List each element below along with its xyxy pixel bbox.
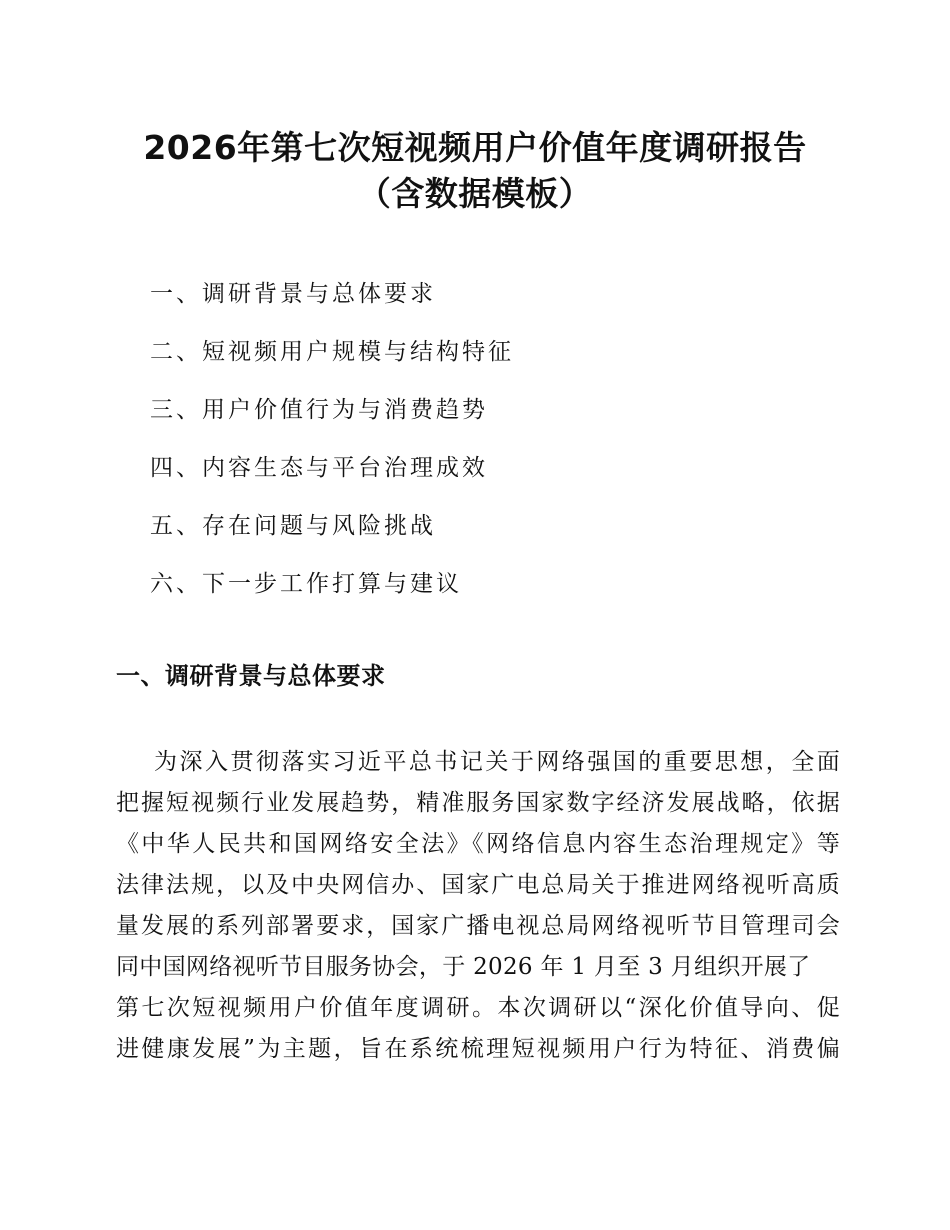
toc-item: 三、用户价值行为与消费趋势 — [150, 397, 488, 423]
table-of-contents — [150, 265, 514, 613]
toc-item: 五、存在问题与风险挑战 — [150, 513, 436, 539]
section-paragraph — [116, 742, 840, 1070]
toc-item: 二、短视频用户规模与结构特征 — [150, 339, 514, 365]
toc-item: 一、调研背景与总体要求 — [150, 281, 436, 307]
section-heading: 一、调研背景与总体要求 — [116, 662, 386, 690]
toc-item: 四、内容生态与平台治理成效 — [150, 455, 488, 481]
paragraph-line: 把握短视频行业发展趋势，精准服务国家数字经济发展战略，依据 — [116, 790, 840, 816]
paragraph-line: 为深入贯彻落实习近平总书记关于网络强国的重要思想，全面 — [154, 749, 840, 775]
paragraph-line: 进健康发展”为主题，旨在系统梳理短视频用户行为特征、消费偏 — [116, 1036, 840, 1062]
document-title: 2026年第七次短视频用户价值年度调研报告 — [143, 128, 807, 167]
paragraph-line: 法律法规，以及中央网信办、国家广电总局关于推进网络视听高质 — [116, 872, 840, 898]
paragraph-line: 《中华人民共和国网络安全法》《网络信息内容生态治理规定》等 — [116, 831, 840, 857]
paragraph-line: 同中国网络视听节目服务协会，于 2026 年 1 月至 3 月组织开展了 — [116, 954, 811, 980]
document-subtitle: （含数据模板） — [357, 174, 593, 213]
paragraph-line: 量发展的系列部署要求，国家广播电视总局网络视听节目管理司会 — [116, 913, 840, 939]
toc-item: 六、下一步工作打算与建议 — [150, 571, 462, 597]
paragraph-line: 第七次短视频用户价值年度调研。本次调研以“深化价值导向、促 — [116, 995, 840, 1021]
